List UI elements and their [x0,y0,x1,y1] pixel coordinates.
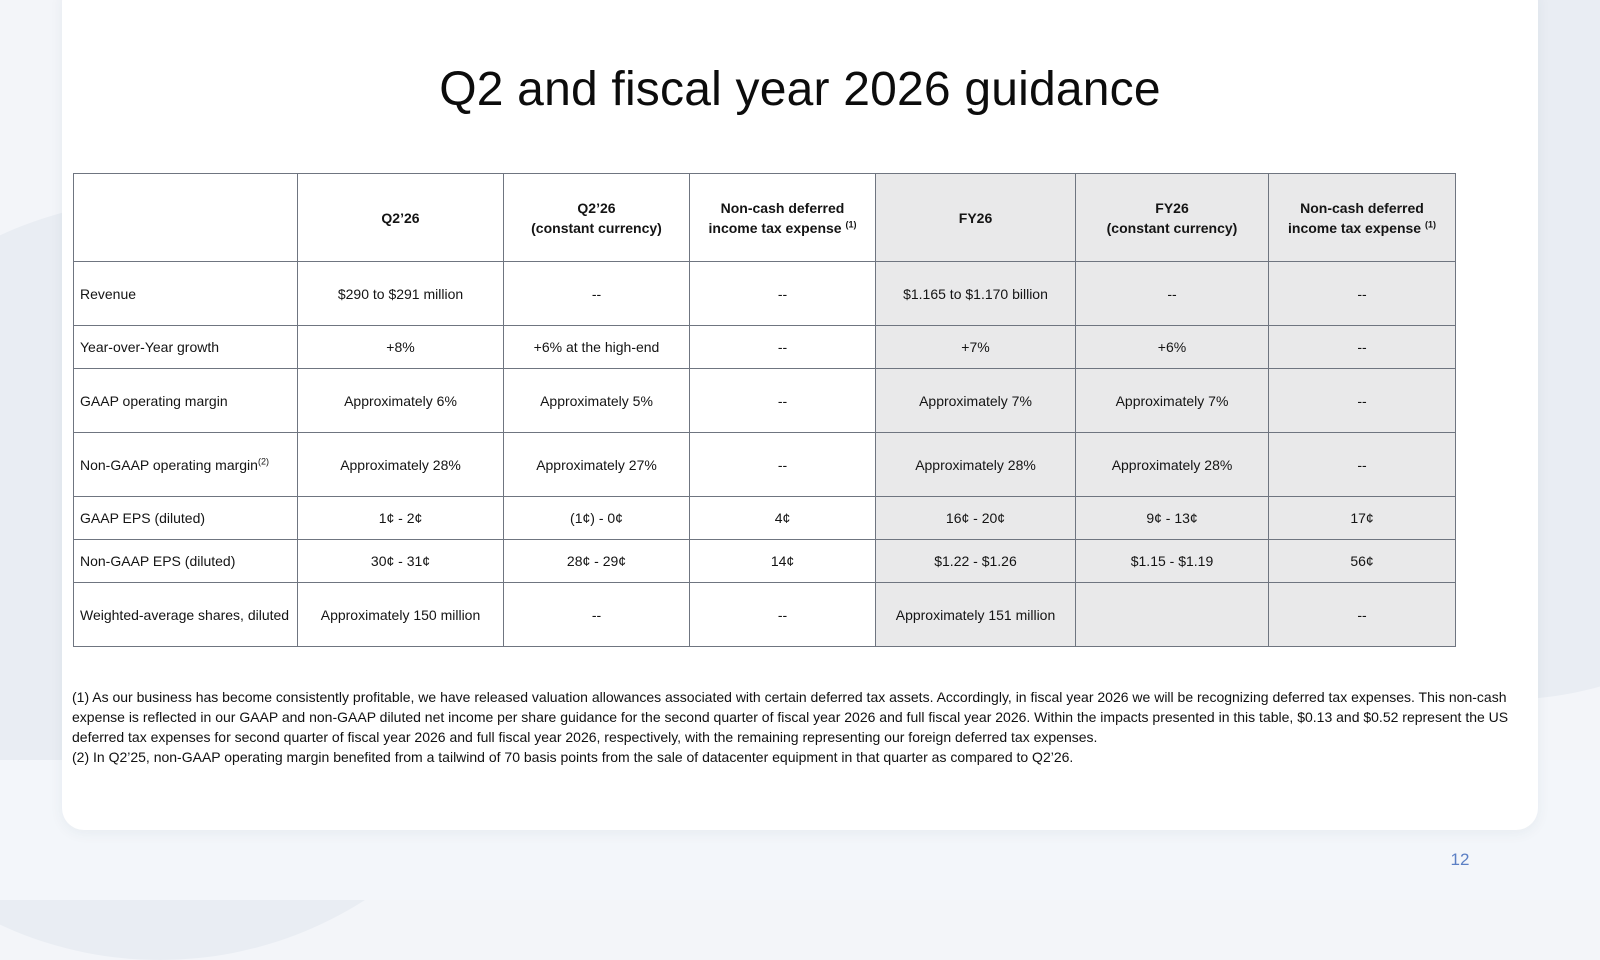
table-header-row [74,174,1456,262]
table-cell: $1.165 to $1.170 billion [876,262,1076,326]
table-cell: -- [690,433,876,497]
table-cell: $290 to $291 million [298,262,504,326]
table-cell: -- [690,583,876,647]
row-label: Year-over-Year growth [74,326,298,369]
table-cell: -- [690,326,876,369]
table-cell: Approximately 151 million [876,583,1076,647]
table-cell: Approximately 6% [298,369,504,433]
table-cell: +7% [876,326,1076,369]
row-label: Non-GAAP operating margin$^{(2)}$ [74,433,298,497]
guidance-table [73,173,1456,647]
header-empty [74,174,298,262]
table-cell: Approximately 28% [876,433,1076,497]
table-cell: 14¢ [690,540,876,583]
table-cell: Approximately 150 million [298,583,504,647]
row-label: GAAP operating margin [74,369,298,433]
footnote-1: (1) As our business has become consistently profitable, we have released valuation allowances associated with certain deferred tax assets. Accordingly, in fiscal year 2026 we will be recognizing deferred tax expenses. This non-cash expense is reflected in our GAAP and non-GAAP diluted net income per share guidance for the second quarter of fiscal year 2026 and full fiscal year 2026. Within the impacts presented in this table, $0.13 and $0.52 represent the US deferred tax expenses for second quarter of fiscal year 2026 and full fiscal year 2026, respectively, with the remaining representing our foreign deferred tax expenses. [72,689,1509,745]
page-number: 12 [1450,850,1470,869]
table-cell: 30¢ - 31¢ [298,540,504,583]
table-row-revenue [74,262,1456,326]
table-cell: $1.22 - $1.26 [876,540,1076,583]
table-cell: 56¢ [1269,540,1456,583]
table-cell: -- [690,262,876,326]
table-cell: +8% [298,326,504,369]
table-cell: 9¢ - 13¢ [1076,497,1269,540]
table-cell: Approximately 28% [298,433,504,497]
row-label: Weighted-average shares, diluted [74,583,298,647]
table-cell: -- [1269,433,1456,497]
table-row-gaap-eps [74,497,1456,540]
row-label: GAAP EPS (diluted) [74,497,298,540]
table-cell: +6% at the high-end [504,326,690,369]
table-cell: -- [1076,262,1269,326]
table-cell: 16¢ - 20¢ [876,497,1076,540]
table-row-gaap-operating-margin [74,369,1456,433]
header-fy26: FY26 [876,174,1076,262]
table-cell: 28¢ - 29¢ [504,540,690,583]
header-fy-non-cash-deferred: Non-cash deferred income tax expense $^{(1)}$ [1269,174,1456,262]
page-title: Q2 and fiscal year 2026 guidance [439,63,1161,116]
table-cell: Approximately 27% [504,433,690,497]
table-cell: Approximately 7% [1076,369,1269,433]
header-q2-non-cash-deferred: Non-cash deferred income tax expense $^{(1)}$ [690,174,876,262]
table-cell [1076,583,1269,647]
table-cell: +6% [1076,326,1269,369]
table-cell: 17¢ [1269,497,1456,540]
table-row-non-gaap-operating-margin [74,433,1456,497]
table-cell: 4¢ [690,497,876,540]
table-cell: -- [690,369,876,433]
table-cell: -- [1269,326,1456,369]
row-label: Revenue [74,262,298,326]
table-cell: Approximately 7% [876,369,1076,433]
footnote-2: (2) In Q2’25, non-GAAP operating margin benefited from a tailwind of 70 basis points from the sale of datacenter equipment in that quarter as compared to Q2’26. [72,749,1074,765]
header-q2-26-constant-currency: Q2’26 (constant currency) [504,174,690,262]
table-cell: -- [1269,262,1456,326]
table-cell: -- [1269,369,1456,433]
table-row-non-gaap-eps [74,540,1456,583]
table-cell: 1¢ - 2¢ [298,497,504,540]
table-cell: -- [504,262,690,326]
header-fy26-constant-currency: FY26 (constant currency) [1076,174,1269,262]
table-cell: Approximately 28% [1076,433,1269,497]
table-row-weighted-average-shares [74,583,1456,647]
header-q2-26: Q2’26 [298,174,504,262]
row-label: Non-GAAP EPS (diluted) [74,540,298,583]
table-cell: $1.15 - $1.19 [1076,540,1269,583]
table-cell: Approximately 5% [504,369,690,433]
table-cell: -- [1269,583,1456,647]
footnotes [72,687,1532,767]
table-row-yoy-growth [74,326,1456,369]
table-cell: -- [504,583,690,647]
table-cell: (1¢) - 0¢ [504,497,690,540]
